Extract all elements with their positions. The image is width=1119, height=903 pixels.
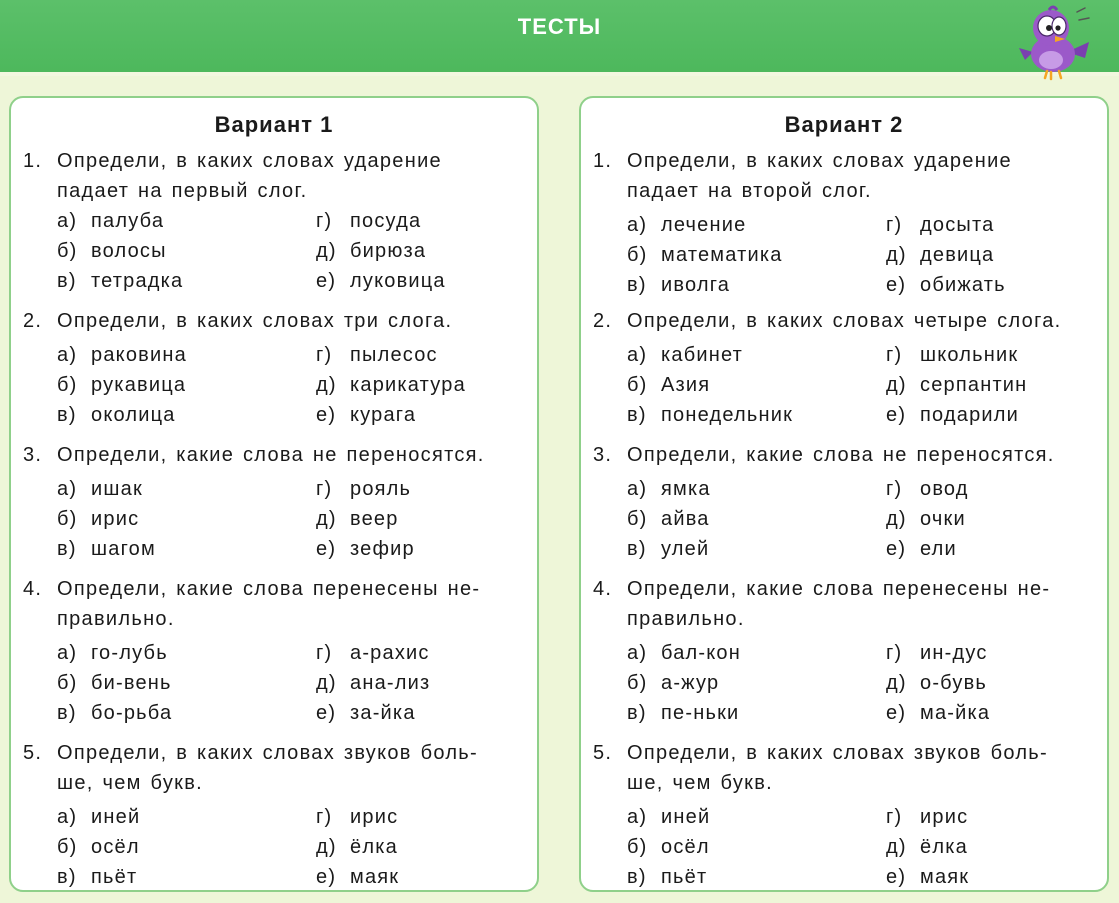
answer-option: г) пылесос (316, 344, 438, 366)
answer-option: д) очки (886, 508, 966, 530)
answer-option: в) пьёт (627, 866, 708, 888)
question-number: 2. (593, 310, 613, 332)
answer-option: б) осёл (627, 836, 710, 858)
answer-option: е) ма-йка (886, 702, 991, 724)
question-number: 4. (23, 578, 43, 600)
answer-option: е) за-йка (316, 702, 416, 724)
answer-option: б) Азия (627, 374, 711, 396)
answer-option: б) би-вень (57, 672, 172, 694)
answer-option: г) ин-дус (886, 642, 988, 664)
answer-option: е) подарили (886, 404, 1020, 426)
question-text: Определи, в каких словах три слога. (57, 310, 453, 332)
question-number: 4. (593, 578, 613, 600)
question-number: 3. (23, 444, 43, 466)
answer-option: в) тетрадка (57, 270, 184, 292)
question-3 (23, 440, 531, 560)
answer-option: д) ана-лиз (316, 672, 431, 694)
question-text-continued: правильно. (627, 608, 745, 630)
question-text: Определи, какие слова перенесены не- (57, 578, 481, 600)
answer-option: е) луковица (316, 270, 446, 292)
answer-option: д) о-бувь (886, 672, 988, 694)
answer-option: б) осёл (57, 836, 140, 858)
question-text: Определи, в каких словах звуков боль- (57, 742, 478, 764)
question-number: 1. (593, 150, 613, 172)
question-1 (593, 146, 1101, 296)
question-number: 3. (593, 444, 613, 466)
purple-bird-icon (1015, 2, 1095, 82)
question-2 (593, 306, 1101, 426)
answer-option: в) пьёт (57, 866, 138, 888)
answer-option: а) бал-кон (627, 642, 741, 664)
answer-option: в) улей (627, 538, 710, 560)
answer-option: в) пе-ньки (627, 702, 740, 724)
question-number: 2. (23, 310, 43, 332)
answer-option: е) курага (316, 404, 417, 426)
answer-option: а) раковина (57, 344, 187, 366)
answer-option: г) ирис (316, 806, 399, 828)
question-text-continued: ше, чем букв. (627, 772, 773, 794)
answer-option: б) ирис (57, 508, 140, 530)
answer-option: а) иней (57, 806, 141, 828)
answer-option: а) кабинет (627, 344, 744, 366)
answer-option: е) маяк (886, 866, 970, 888)
question-text: Определи, какие слова перенесены не- (627, 578, 1051, 600)
answer-option: г) ирис (886, 806, 969, 828)
question-text: Определи, в каких словах четыре слога. (627, 310, 1062, 332)
question-number: 1. (23, 150, 43, 172)
variant-2-card (579, 96, 1109, 892)
answer-option: г) а-рахис (316, 642, 430, 664)
answer-option: д) серпантин (886, 374, 1028, 396)
question-5 (23, 738, 531, 888)
question-1 (23, 146, 531, 206)
answer-option: д) карикатура (316, 374, 466, 396)
answer-option: е) зефир (316, 538, 415, 560)
question-5 (593, 738, 1101, 888)
answer-option: д) ёлка (316, 836, 398, 858)
answer-option: г) школьник (886, 344, 1019, 366)
variant-title: Вариант 1 (214, 112, 334, 137)
question-text: Определи, в каких словах ударение (627, 150, 1012, 172)
question-text-continued: правильно. (57, 608, 175, 630)
question-text-continued: падает на первый слог. (57, 180, 308, 202)
question-number: 5. (23, 742, 43, 764)
question-text: Определи, какие слова не переносятся. (627, 444, 1055, 466)
answer-option: в) околица (57, 404, 176, 426)
question-text-continued: падает на второй слог. (627, 180, 872, 202)
answer-option: б) математика (627, 244, 783, 266)
answer-option: г) овод (886, 478, 969, 500)
question-text: Определи, в каких словах звуков боль- (627, 742, 1048, 764)
answer-option: а) ямка (627, 478, 711, 500)
answer-option: г) рояль (316, 478, 412, 500)
answer-option: в) понедельник (627, 404, 794, 426)
answer-option: а) иней (627, 806, 711, 828)
question-3 (593, 440, 1101, 560)
answer-option: а) ишак (57, 478, 143, 500)
answer-option: б) айва (627, 508, 710, 530)
answer-option: в) бо-рьба (57, 702, 173, 724)
question-number: 5. (593, 742, 613, 764)
answer-option: в) шагом (57, 538, 156, 560)
page-title: ТЕСТЫ (517, 14, 602, 39)
question-4 (23, 574, 531, 724)
answer-option: е) обижать (886, 274, 1006, 296)
question-text-continued: ше, чем букв. (57, 772, 203, 794)
answer-option: е) маяк (316, 866, 400, 888)
header-banner (0, 0, 1119, 76)
answer-option: г) посуда (316, 210, 422, 232)
answer-option: а) го-лубь (57, 642, 168, 664)
answer-option: г) досыта (886, 214, 995, 236)
question-text: Определи, какие слова не переносятся. (57, 444, 485, 466)
answer-option: е) ели (886, 538, 957, 560)
answer-option: б) волосы (57, 240, 167, 262)
question-2 (23, 306, 531, 426)
answer-option: д) бирюза (316, 240, 427, 262)
question-4 (593, 574, 1101, 724)
answer-option: б) рукавица (57, 374, 187, 396)
variant-title: Вариант 2 (784, 112, 904, 137)
answer-option: а) лечение (627, 214, 747, 236)
answer-option: д) девица (886, 244, 995, 266)
answer-option: д) ёлка (886, 836, 968, 858)
answer-option: д) веер (316, 508, 399, 530)
variant-1-card (9, 96, 539, 892)
answer-option: в) иволга (627, 274, 731, 296)
answer-option: б) а-жур (627, 672, 720, 694)
question-text: Определи, в каких словах ударение (57, 150, 442, 172)
answer-option: а) палуба (57, 210, 165, 232)
